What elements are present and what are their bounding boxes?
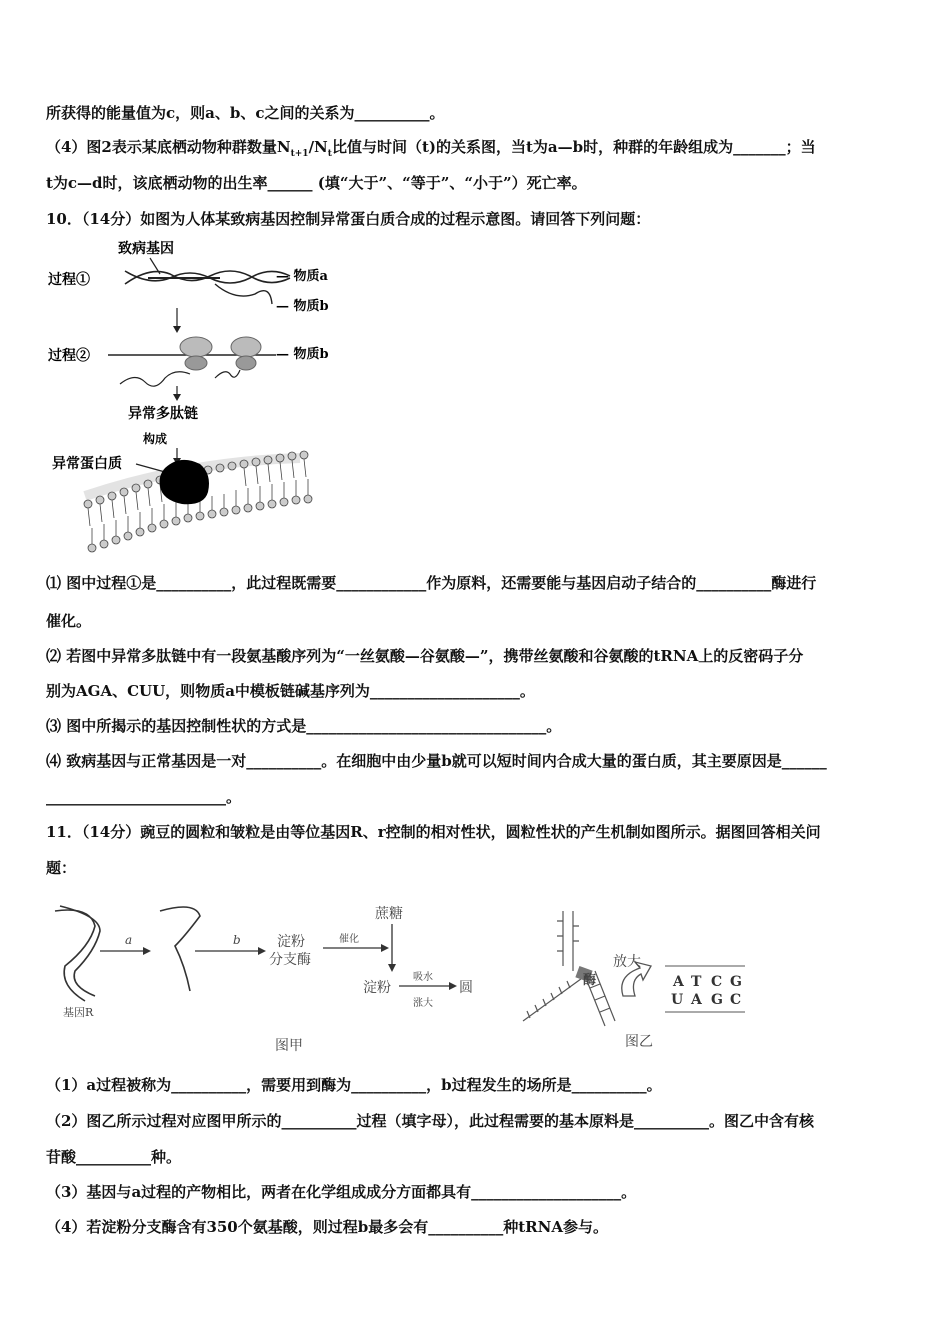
label-substance-a: — 物质a — [276, 269, 328, 284]
base-top-4: G — [730, 974, 742, 990]
base-bottom-2: A — [691, 992, 702, 1008]
q10-part-3: ⑶ 图中所揭示的基因控制性状的方式是________________________________。 — [46, 717, 562, 735]
question-11-title-a: 11．（14分）豌豆的圆粒和皱粒是由等位基因R、r控制的相对性状，圆粒性状的产生机制如图所示。据图回答相关问 — [46, 823, 821, 841]
q11-part-4: （4）若淀粉分支酶含有350个氨基酸，则过程b最多会有__________种tRNA参与。 — [46, 1218, 608, 1236]
label-starch-branching-1: 淀粉 — [277, 934, 305, 950]
label-figure-jia: 图甲 — [275, 1038, 303, 1054]
label-substance-b-2: — 物质b — [276, 347, 329, 362]
label-swell: 涨大 — [413, 998, 433, 1009]
q10-part-1a: ⑴ 图中过程①是__________，此过程既需要____________作为原料，还需要能与基因启动子结合的__________酶进行 — [46, 574, 817, 592]
label-enzyme: 酶 — [583, 973, 597, 988]
label-process-2: 过程② — [48, 348, 90, 364]
base-bottom-3: G — [711, 992, 723, 1008]
transcription-structure — [523, 911, 615, 1026]
subscript-t1: t+1 — [290, 149, 309, 159]
figure-round-pea-mechanism — [45, 896, 755, 1061]
label-substance-b-1: — 物质b — [276, 299, 329, 314]
base-top-1: A — [673, 974, 684, 990]
abnormal-protein-blob — [160, 460, 209, 504]
label-enlarge: 放大 — [613, 954, 641, 970]
q11-part-2b: 苷酸__________种。 — [46, 1148, 182, 1166]
q10-part-1b: 催化。 — [46, 612, 92, 630]
q11-part-1: （1）a过程被称为__________，需要用到酶为__________，b过程发生的场所是__________。 — [46, 1076, 662, 1094]
base-bottom-4: C — [730, 992, 742, 1008]
label-sucrose: 蔗糖 — [375, 906, 403, 922]
label-catalyze: 催化 — [339, 934, 359, 945]
label-abnormal-chain: 异常多肽链 — [128, 406, 198, 422]
label-starch-branching-2: 分支酶 — [269, 952, 311, 968]
label-figure-yi: 图乙 — [625, 1034, 653, 1050]
label-process-a: a — [125, 933, 133, 947]
label-process-b: b — [233, 933, 241, 947]
label-absorb-water: 吸水 — [413, 972, 433, 983]
q10-part-4b: ________________________。 — [46, 788, 242, 806]
base-bottom-1: U — [671, 992, 684, 1008]
question-11-title-b: 题： — [46, 859, 77, 877]
q10-part-2a: ⑵ 若图中异常多肽链中有一段氨基酸序列为“一丝氨酸—谷氨酸—”，携带丝氨酸和谷氨酸的tRNA上的反密码子分 — [46, 647, 804, 665]
label-pathogenic-gene: 致病基因 — [118, 241, 174, 257]
text-line-energy: 所获得的能量值为c，则a、b、c之间的关系为__________。 — [46, 104, 445, 122]
label-starch: 淀粉 — [363, 980, 391, 996]
label-abnormal-protein: 异常蛋白质 — [52, 456, 122, 472]
base-top-3: C — [711, 974, 723, 990]
q9-4-text-b: /N — [308, 138, 328, 156]
label-process-1: 过程① — [48, 272, 90, 288]
q11-part-2a: （2）图乙所示过程对应图甲所示的__________过程（填字母），此过程需要的基本原料是__________。图乙中含有核 — [46, 1112, 814, 1130]
question-9-4 — [46, 137, 910, 164]
label-form: 构成 — [143, 432, 168, 446]
question-10-title: 10．（14分）如图为人体某致病基因控制异常蛋白质合成的过程示意图。请回答下列问题： — [46, 210, 651, 228]
q9-4-text-c: 比值与时间（t)的关系图，当t为a—b时，种群的年龄组成为_______；当 — [331, 138, 816, 156]
label-gene-R: 基因R — [63, 1006, 94, 1019]
q10-part-4a: ⑷ 致病基因与正常基因是一对__________。在细胞中由少量b就可以短时间内合成大量的蛋白质，其主要原因是______ — [46, 752, 827, 770]
q11-part-3: （3）基因与a过程的产物相比，两者在化学组成成分方面都具有____________________。 — [46, 1183, 637, 1201]
q10-part-2b: 别为AGA、CUU，则物质a中模板链碱基序列为____________________。 — [46, 682, 535, 700]
base-top-2: T — [691, 974, 702, 990]
subscript-t: t — [327, 149, 332, 159]
q9-4-text-a: （4）图2表示某底栖动物种群数量N — [46, 138, 291, 156]
figure-gene-expression — [40, 236, 370, 558]
label-round: 圆 — [459, 980, 473, 996]
text-line-birthrate: t为c—d时，该底栖动物的出生率______ (填“大于”、“等于”、“小于”）死亡率。 — [46, 174, 587, 192]
